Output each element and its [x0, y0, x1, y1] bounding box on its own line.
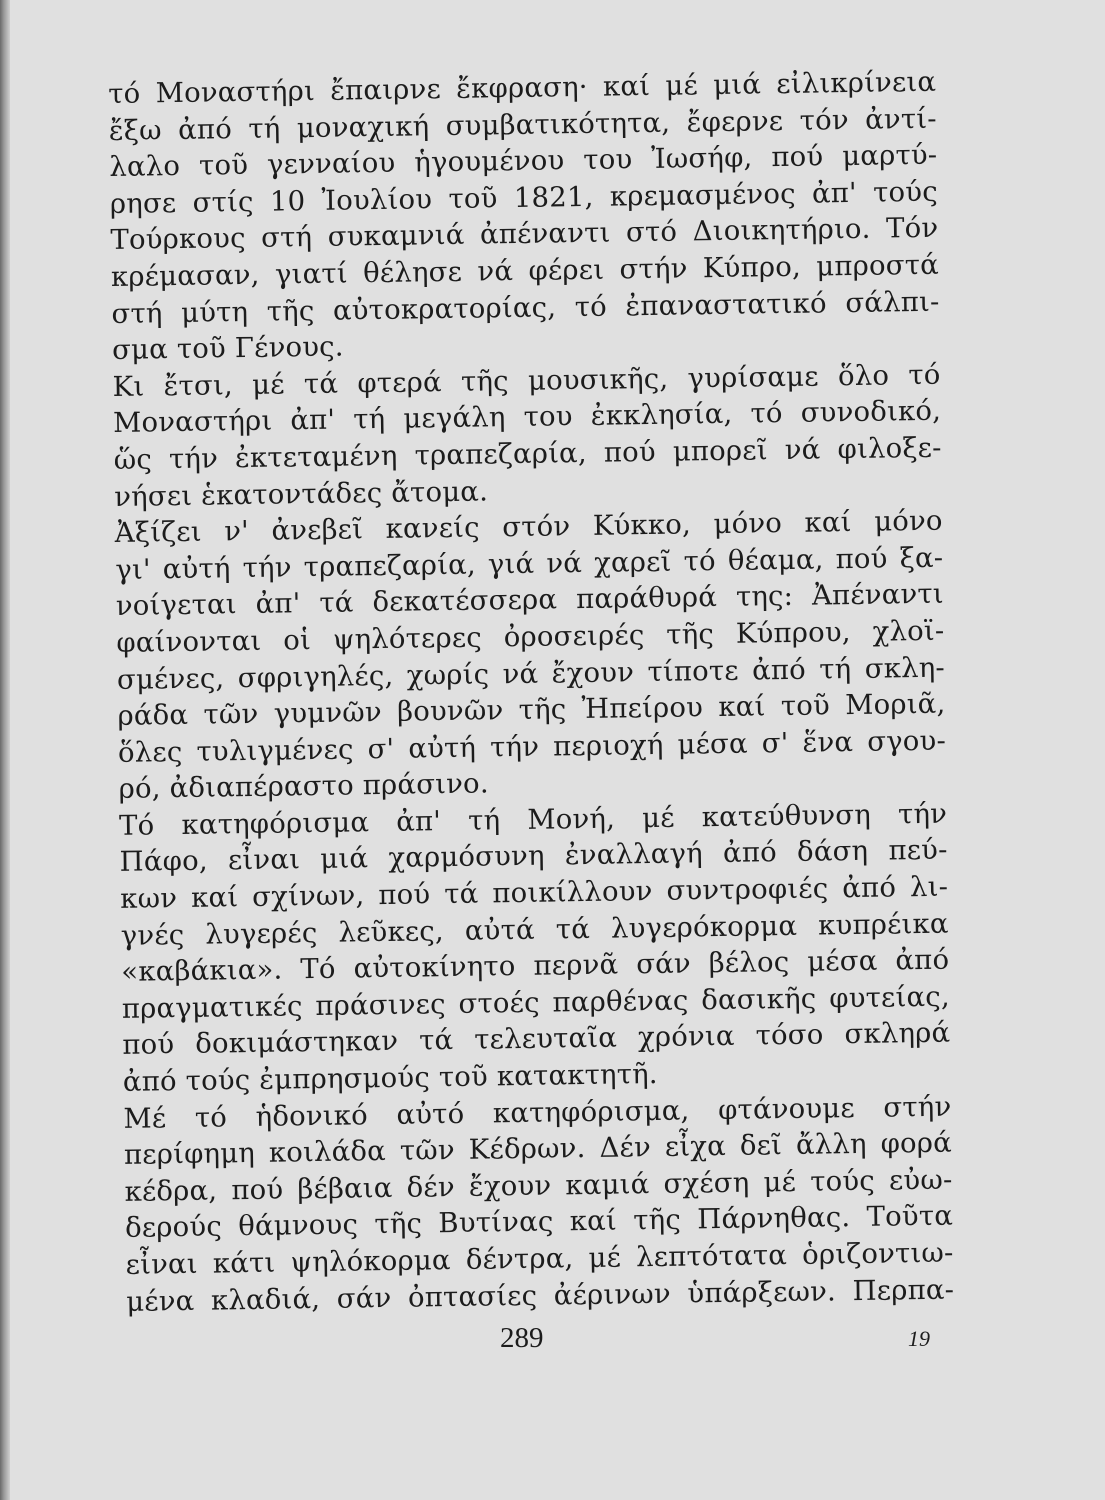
page-binding-edge	[0, 0, 10, 1500]
page-number: 289	[500, 1322, 544, 1354]
text-line: Τούρκους στή συκαμνιά ἀπέναντι στό Διοικητήριο. Τόν	[110, 212, 939, 257]
text-line: τό Μοναστήρι ἔπαιρνε ἔκφραση· καί μέ μιά εἰλικρίνεια	[108, 65, 937, 110]
text-line: λαλο τοῦ γενναίου ἡγουμένου του Ἰωσήφ, πού μαρτύ-	[109, 138, 938, 184]
text-line: κρέμασαν, γιατί θέλησε νά φέρει στήν Κύπρο, μπροστά	[110, 248, 940, 293]
text-line: Κι ἔτσι, μέ τά φτερά τῆς μουσικῆς, γυρίσαμε ὅλο τό	[112, 358, 941, 403]
text-line: Πάφο, εἶναι μιά χαρμόσυνη ἐναλλαγή ἀπό δάση πεύ-	[119, 834, 948, 879]
text-line: σμα τοῦ Γένους.	[111, 330, 344, 367]
text-line: πραγματικές πράσινες στοές παρθένας δασικῆς φυτείας,	[121, 980, 950, 1025]
text-line: Ἀξίζει ν' ἀνεβεῖ κανείς στόν Κύκκο, μόνο καί μόνο	[114, 504, 943, 550]
text-line: «καβάκια». Τό αὐτοκίνητο περνᾶ σάν βέλος μέσα ἀπό	[121, 943, 950, 989]
text-line: ὥς τήν ἐκτεταμένη τραπεζαρία, πού μπορεῖ νά φιλοξε-	[113, 431, 942, 476]
text-line: κων καί σχίνων, πού τά ποικίλλουν συντροφιές ἀπό λι-	[119, 870, 949, 915]
signature-mark: 19	[908, 1326, 930, 1351]
text-line: γι' αὐτή τήν τραπεζαρία, γιά νά χαρεῖ τό θέαμα, πού ξα-	[115, 541, 944, 586]
text-line: σμένες, σφριγηλές, χωρίς νά ἔχουν τίποτε ἀπό τή σκλη-	[116, 651, 946, 696]
text-line: ράδα τῶν γυμνῶν βουνῶν τῆς Ἠπείρου καί τοῦ Μοριᾶ,	[117, 687, 946, 733]
text-line: ὅλες τυλιγμένες σ' αὐτή τήν περιοχή μέσα σ' ἕνα σγου-	[117, 724, 947, 769]
text-line: φαίνονται οἱ ψηλότερες ὀροσειρές τῆς Κύπρου, χλοϊ-	[116, 614, 945, 659]
text-line: πού δοκιμάστηκαν τά τελευταῖα χρόνια τόσο σκληρά	[122, 1017, 951, 1062]
text-line: ἔξω ἀπό τή μοναχική συμβατικότητα, ἔφερνε τόν ἀντί-	[108, 102, 937, 147]
text-line: νοίγεται ἀπ' τά δεκατέσσερα παράθυρά της: Ἀπέναντι	[115, 577, 945, 623]
text-line: περίφημη κοιλάδα τῶν Κέδρων. Δέν εἶχα δεῖ ἄλλη φορά	[123, 1126, 953, 1172]
text-line: Μοναστήρι ἀπ' τή μεγάλη του ἐκκλησία, τό συνοδικό,	[112, 395, 942, 440]
text-line: ρησε στίς 10 Ἰουλίου τοῦ 1821, κρεμασμένος ἀπ' τούς	[109, 175, 939, 220]
text-line: ρό, ἀδιαπέραστο πράσινο.	[118, 767, 489, 806]
text-line: Μέ τό ἡδονικό αὐτό κατηφόρισμα, φτάνουμε στήν	[123, 1090, 952, 1135]
text-line: γνές λυγερές λεῦκες, αὐτά τά λυγερόκορμα κυπρέικα	[120, 907, 949, 952]
text-line: στή μύτη τῆς αὐτοκρατορίας, τό ἐπαναστατικό σάλπι-	[111, 285, 940, 330]
text-line: μένα κλαδιά, σάν ὀπτασίες ἀέρινων ὑπάρξεων. Περπα-	[125, 1273, 955, 1318]
body-text	[108, 64, 954, 1320]
text-line: κέδρα, πού βέβαια δέν ἔχουν καμιά σχέση μέ τούς εὐω-	[124, 1163, 953, 1208]
text-line: εἶναι κάτι ψηλόκορμα δέντρα, μέ λεπτότατα ὁριζοντιω-	[125, 1236, 954, 1281]
text-line: δερούς θάμνους τῆς Βυτίνας καί τῆς Πάρνηθας. Τοῦτα	[124, 1199, 954, 1245]
text-line: ἀπό τούς ἐμπρησμούς τοῦ κατακτητῆ.	[122, 1057, 658, 1098]
text-line: νήσει ἑκατοντάδες ἄτομα.	[114, 474, 489, 513]
text-line: Τό κατηφόρισμα ἀπ' τή Μονή, μέ κατεύθυνση τήν	[118, 797, 948, 842]
